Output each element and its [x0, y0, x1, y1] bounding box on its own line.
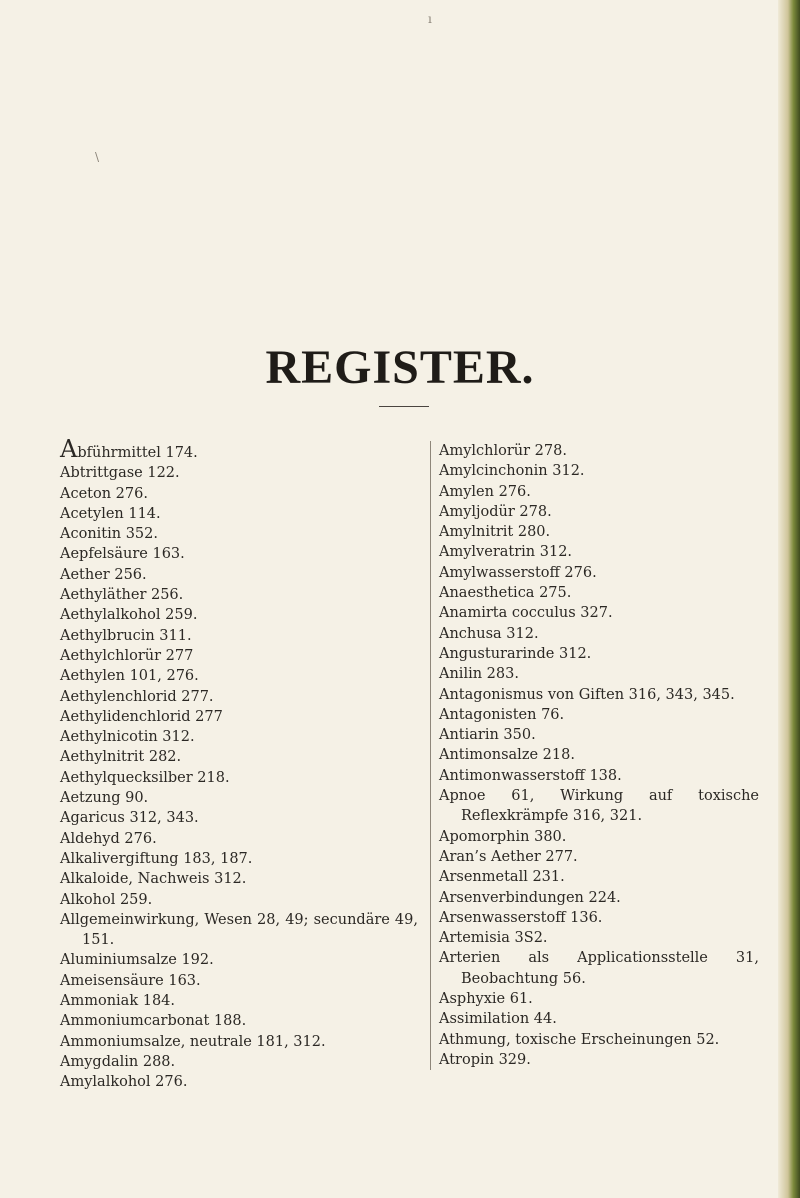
- index-entry: Aethylnicotin 312.: [60, 729, 195, 746]
- index-entry: Agaricus 312, 343.: [60, 810, 199, 827]
- index-entry: Antagonisten 76.: [439, 706, 565, 723]
- index-entry: Angusturarinde 312.: [439, 645, 592, 662]
- index-entry: Amylalkohol 276.: [60, 1074, 188, 1091]
- index-entry: Anilin 283.: [439, 666, 519, 683]
- page-edge: [778, 0, 800, 1198]
- index-entry: Atropin 329.: [439, 1051, 531, 1068]
- page-title: REGISTER.: [265, 341, 535, 394]
- index-entry: Acetylen 114.: [60, 505, 161, 522]
- index-entry: Aluminiumsalze 192.: [60, 952, 214, 969]
- index-entry: Aethylen 101, 276.: [60, 668, 199, 685]
- index-entry: Arterien als Applicationsstelle 31, Beobachtung 56.: [439, 950, 759, 987]
- index-entry: Ammoniumcarbonat 188.: [60, 1013, 247, 1030]
- index-entry: Aconitin 352.: [60, 526, 158, 543]
- index-entry: Amylnitrit 280.: [439, 524, 551, 541]
- index-entry: Athmung, toxische Erscheinungen 52.: [439, 1031, 720, 1048]
- index-entry: Arsenverbindungen 224.: [439, 889, 621, 906]
- index-entry: Amylwasserstoff 276.: [439, 564, 597, 581]
- index-entry: Asphyxie 61.: [439, 991, 533, 1008]
- title-rule: [379, 406, 429, 407]
- index-entry: Arsenwasserstoff 136.: [439, 909, 603, 926]
- index-entry: Amylen 276.: [439, 483, 531, 500]
- index-entry: Aethyläther 256.: [60, 587, 184, 604]
- index-entry: Aran’s Aether 277.: [439, 848, 578, 865]
- index-entry: Alkaloide, Nachweis 312.: [60, 871, 247, 888]
- index-entry: Aetzung 90.: [60, 790, 149, 807]
- index-entry: Amylveratrin 312.: [439, 544, 573, 561]
- index-entry: Ammoniumsalze, neutrale 181, 312.: [60, 1033, 326, 1050]
- initial-letter: A: [60, 435, 78, 463]
- index-entry: Apnoe 61, Wirkung auf toxische Reflexkrämpfe 316, 321.: [439, 788, 759, 825]
- index-entry: Artemisia 3S2.: [439, 930, 548, 947]
- index-entry: Abführmittel 174.: [60, 435, 198, 463]
- index-entry: Anaesthetica 275.: [439, 585, 572, 602]
- index-entry: Anamirta cocculus 327.: [439, 605, 613, 622]
- index-entry: Alkohol 259.: [60, 891, 153, 908]
- index-entry: Aldehyd 276.: [60, 830, 157, 847]
- index-entry: Antiarin 350.: [439, 727, 536, 744]
- index-entry: Aepfelsäure 163.: [60, 546, 185, 563]
- index-entry: Amylchlorür 278.: [439, 443, 567, 459]
- index-entry: Aethylalkohol 259.: [60, 607, 198, 624]
- index-entry: Aether 256.: [60, 566, 147, 583]
- index-entry: Anchusa 312.: [439, 625, 539, 642]
- index-entry: Ammoniak 184.: [60, 993, 176, 1010]
- index-entry: Aethylidenchlorid 277: [60, 708, 223, 725]
- index-entry: Amyljodür 278.: [439, 503, 552, 520]
- index-column-right: [430, 441, 759, 1070]
- index-entry: Antimonwasserstoff 138.: [439, 767, 622, 784]
- top-mark: ı: [428, 12, 432, 26]
- index-entry: Aethylenchlorid 277.: [60, 688, 214, 705]
- index-entry: Antimonsalze 218.: [439, 747, 575, 764]
- top-mark: \: [95, 150, 100, 164]
- index-entry: Ameisensäure 163.: [60, 972, 201, 989]
- index-entry: Apomorphin 380.: [439, 828, 567, 845]
- index-column-left: [60, 435, 418, 1093]
- index-entry: Aceton 276.: [60, 485, 148, 502]
- index-entry: Antagonismus von Giften 316, 343, 345.: [439, 686, 735, 703]
- index-entry: Abtrittgase 122.: [60, 465, 180, 482]
- index-entry: Allgemeinwirkung, Wesen 28, 49; secundäre 49, 151.: [60, 911, 418, 949]
- index-entry: Amylcinchonin 312.: [439, 463, 585, 480]
- index-entry: Amygdalin 288.: [60, 1053, 176, 1070]
- index-entry: Arsenmetall 231.: [439, 869, 565, 886]
- index-entry: Aethylquecksilber 218.: [60, 769, 230, 786]
- index-entry: Aethylchlorür 277: [60, 647, 194, 664]
- index-entry: Alkalivergiftung 183, 187.: [60, 850, 253, 867]
- index-entry: Aethylnitrit 282.: [60, 749, 182, 766]
- index-entry: Assimilation 44.: [439, 1011, 557, 1028]
- index-entry: Aethylbrucin 311.: [60, 627, 192, 644]
